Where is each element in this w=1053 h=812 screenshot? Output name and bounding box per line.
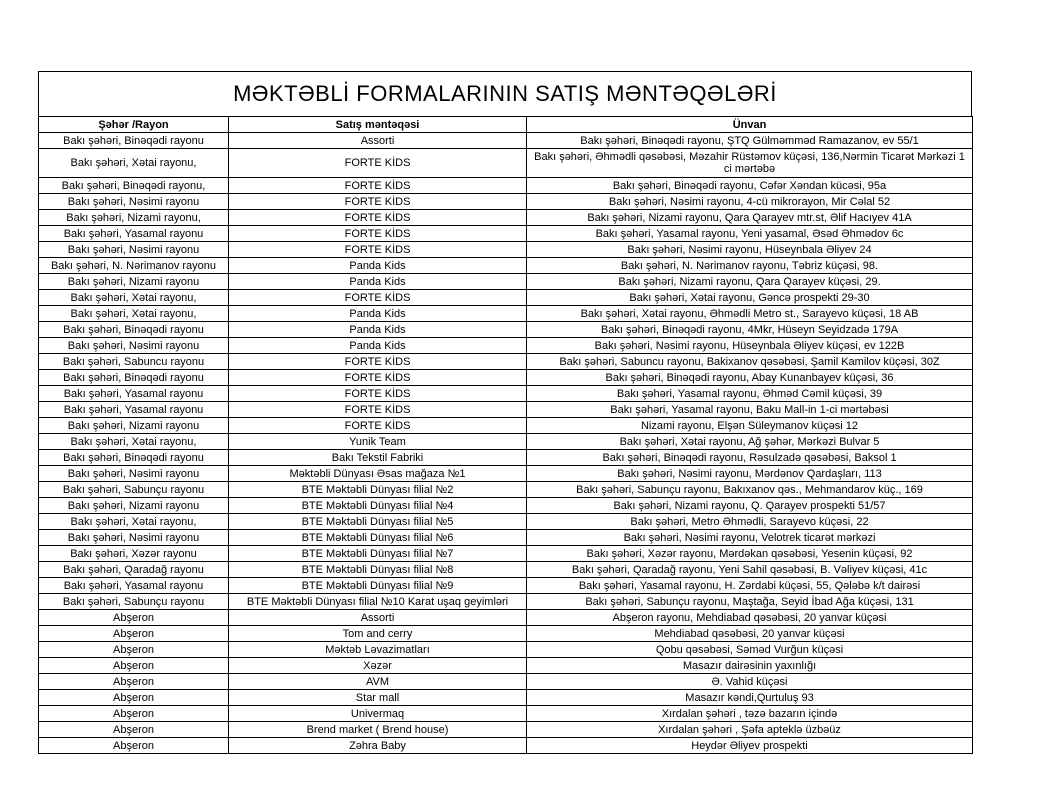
cell-city: Bakı şəhəri, Yasamal rayonu bbox=[39, 226, 229, 242]
cell-address: Masazır dairəsinin yaxınlığı bbox=[527, 658, 973, 674]
stores-table bbox=[38, 116, 973, 754]
table-row bbox=[39, 466, 973, 482]
cell-address: Bakı şəhəri, Binəqədi rayonu, ŞTQ Gülməmməd Ramazanov, ev 55/1 bbox=[527, 133, 973, 149]
cell-city: Bakı şəhəri, Xəzər rayonu bbox=[39, 546, 229, 562]
column-header-address: Ünvan bbox=[527, 117, 973, 133]
table-row bbox=[39, 242, 973, 258]
cell-address: Ə. Vahid küçəsi bbox=[527, 674, 973, 690]
cell-city: Bakı şəhəri, Yasamal rayonu bbox=[39, 402, 229, 418]
cell-city: Bakı şəhəri, Sabunçu rayonu bbox=[39, 594, 229, 610]
cell-city: Bakı şəhəri, Nəsimi rayonu bbox=[39, 530, 229, 546]
cell-city: Abşeron bbox=[39, 674, 229, 690]
cell-city: Bakı şəhəri, Xətai rayonu, bbox=[39, 149, 229, 178]
cell-address: Bakı şəhəri, Nəsimi rayonu, 4-cü mikrorayon, Mir Cəlal 52 bbox=[527, 194, 973, 210]
table-row bbox=[39, 354, 973, 370]
table-row bbox=[39, 482, 973, 498]
table-row bbox=[39, 530, 973, 546]
cell-address: Bakı şəhəri, Xətai rayonu, Gəncə prospekti 29-30 bbox=[527, 290, 973, 306]
cell-address: Mehdiabad qəsəbəsi, 20 yanvar küçəsi bbox=[527, 626, 973, 642]
cell-store: BTE Məktəbli Dünyası filial №4 bbox=[229, 498, 527, 514]
cell-city: Bakı şəhəri, Xətai rayonu, bbox=[39, 434, 229, 450]
cell-address: Bakı şəhəri, Xətai rayonu, Ağ şəhər, Mərkəzi Bulvar 5 bbox=[527, 434, 973, 450]
cell-address: Bakı şəhəri, Yasamal rayonu, Əhməd Cəmil küçəsi, 39 bbox=[527, 386, 973, 402]
cell-address: Bakı şəhəri, Nizami rayonu, Qara Qarayev mtr.st, Əlif Hacıyev 41A bbox=[527, 210, 973, 226]
table-row bbox=[39, 706, 973, 722]
cell-store: Xəzər bbox=[229, 658, 527, 674]
table-row bbox=[39, 498, 973, 514]
table-row bbox=[39, 194, 973, 210]
cell-store: Univermaq bbox=[229, 706, 527, 722]
cell-city: Bakı şəhəri, Binəqədi rayonu, bbox=[39, 178, 229, 194]
header-row bbox=[39, 117, 973, 133]
cell-address: Bakı şəhəri, Qaradağ rayonu, Yeni Sahil qəsəbəsi, B. Vəliyev küçəsi, 41c bbox=[527, 562, 973, 578]
table-row bbox=[39, 210, 973, 226]
cell-store: Panda Kids bbox=[229, 274, 527, 290]
cell-store: Məktəb Ləvazimatları bbox=[229, 642, 527, 658]
cell-city: Abşeron bbox=[39, 642, 229, 658]
table-row bbox=[39, 418, 973, 434]
cell-store: FORTE KİDS bbox=[229, 386, 527, 402]
table-row bbox=[39, 610, 973, 626]
table-row bbox=[39, 594, 973, 610]
cell-address: Bakı şəhəri, Nizami rayonu, Q. Qarayev prospekti 51/57 bbox=[527, 498, 973, 514]
cell-store: FORTE KİDS bbox=[229, 242, 527, 258]
table-row bbox=[39, 562, 973, 578]
cell-city: Abşeron bbox=[39, 626, 229, 642]
cell-store: Panda Kids bbox=[229, 338, 527, 354]
cell-city: Bakı şəhəri, Nəsimi rayonu bbox=[39, 194, 229, 210]
column-header-store: Satış məntəqəsi bbox=[229, 117, 527, 133]
cell-city: Bakı şəhəri, Nizami rayonu, bbox=[39, 210, 229, 226]
cell-store: Tom and cerry bbox=[229, 626, 527, 642]
cell-city: Bakı şəhəri, Yasamal rayonu bbox=[39, 386, 229, 402]
cell-address: Xırdalan şəhəri , Şəfa apteklə üzbəüz bbox=[527, 722, 973, 738]
cell-address: Bakı şəhəri, Nəsimi rayonu, Velotrek ticarət mərkəzi bbox=[527, 530, 973, 546]
cell-address: Qobu qəsəbəsi, Səməd Vurğun küçəsi bbox=[527, 642, 973, 658]
table-row bbox=[39, 338, 973, 354]
cell-address: Bakı şəhəri, Xətai rayonu, Əhmədli Metro st., Sarayevo küçəsi, 18 AB bbox=[527, 306, 973, 322]
document-title: MƏKTƏBLİ FORMALARININ SATIŞ MƏNTƏQƏLƏRİ bbox=[38, 71, 972, 116]
cell-address: Bakı şəhəri, Nəsimi rayonu, Mərdənov Qardaşları, 113 bbox=[527, 466, 973, 482]
cell-store: BTE Məktəbli Dünyası filial №7 bbox=[229, 546, 527, 562]
cell-city: Abşeron bbox=[39, 738, 229, 754]
cell-store: FORTE KİDS bbox=[229, 418, 527, 434]
cell-city: Bakı şəhəri, Xətai rayonu, bbox=[39, 290, 229, 306]
table-row bbox=[39, 306, 973, 322]
cell-city: Bakı şəhəri, Nizami rayonu bbox=[39, 498, 229, 514]
table-row bbox=[39, 722, 973, 738]
cell-city: Bakı şəhəri, Nəsimi rayonu bbox=[39, 338, 229, 354]
cell-store: BTE Məktəbli Dünyası filial №5 bbox=[229, 514, 527, 530]
cell-city: Abşeron bbox=[39, 658, 229, 674]
table-row bbox=[39, 642, 973, 658]
cell-address: Nizami rayonu, Elşən Süleymanov küçəsi 12 bbox=[527, 418, 973, 434]
cell-city: Bakı şəhəri, Binəqədi rayonu bbox=[39, 370, 229, 386]
cell-store: BTE Məktəbli Dünyası filial №9 bbox=[229, 578, 527, 594]
cell-store: BTE Məktəbli Dünyası filial №2 bbox=[229, 482, 527, 498]
cell-address: Bakı şəhəri, Metro Əhmədli, Sarayevo küçəsi, 22 bbox=[527, 514, 973, 530]
table-row bbox=[39, 658, 973, 674]
cell-store: Assorti bbox=[229, 610, 527, 626]
cell-city: Bakı şəhəri, Sabuncu rayonu bbox=[39, 354, 229, 370]
cell-store: Zəhra Baby bbox=[229, 738, 527, 754]
cell-city: Bakı şəhəri, Binəqədi rayonu bbox=[39, 322, 229, 338]
cell-store: FORTE KİDS bbox=[229, 370, 527, 386]
table-row bbox=[39, 149, 973, 178]
cell-address: Bakı şəhəri, Sabunçu rayonu, Bakıxanov qəs., Mehmandarov küç., 169 bbox=[527, 482, 973, 498]
cell-city: Bakı şəhəri, Nizami rayonu bbox=[39, 274, 229, 290]
cell-store: Star mall bbox=[229, 690, 527, 706]
table-row bbox=[39, 322, 973, 338]
table-row bbox=[39, 738, 973, 754]
column-header-city: Şəhər /Rayon bbox=[39, 117, 229, 133]
cell-address: Bakı şəhəri, N. Nərimanov rayonu, Təbriz küçəsi, 98. bbox=[527, 258, 973, 274]
cell-city: Abşeron bbox=[39, 706, 229, 722]
cell-city: Bakı şəhəri, Xətai rayonu, bbox=[39, 306, 229, 322]
cell-address: Heydər Əliyev prospekti bbox=[527, 738, 973, 754]
cell-store: FORTE KİDS bbox=[229, 194, 527, 210]
cell-address: Bakı şəhəri, Xəzər rayonu, Mərdəkan qəsəbəsi, Yesenin küçəsi, 92 bbox=[527, 546, 973, 562]
cell-city: Bakı şəhəri, Qaradağ rayonu bbox=[39, 562, 229, 578]
table-row bbox=[39, 226, 973, 242]
cell-city: Bakı şəhəri, Nəsimi rayonu bbox=[39, 466, 229, 482]
cell-store: FORTE KİDS bbox=[229, 178, 527, 194]
cell-address: Bakı şəhəri, Binəqədi rayonu, 4Mkr, Hüseyn Seyidzadə 179A bbox=[527, 322, 973, 338]
cell-address: Xırdalan şəhəri , təzə bazarın içində bbox=[527, 706, 973, 722]
cell-address: Bakı şəhəri, Nəsimi rayonu, Hüseynbala Əliyev 24 bbox=[527, 242, 973, 258]
table-row bbox=[39, 370, 973, 386]
cell-address: Bakı şəhəri, Binəqədi rayonu, Cəfər Xəndan kücəsi, 95a bbox=[527, 178, 973, 194]
cell-city: Abşeron bbox=[39, 610, 229, 626]
cell-address: Bakı şəhəri, Nizami rayonu, Qara Qarayev küçəsi, 29. bbox=[527, 274, 973, 290]
cell-address: Bakı şəhəri, Əhmədli qəsəbəsi, Məzahir Rüstəmov küçəsi, 136,Nərmin Ticarət Mərkəzi 1 ci mərtəbə bbox=[527, 149, 973, 178]
table-row bbox=[39, 578, 973, 594]
cell-address: Masazır kəndi,Qurtuluş 93 bbox=[527, 690, 973, 706]
cell-address: Bakı şəhəri, Sabunçu rayonu, Maştağa, Seyid İbad Ağa küçəsi, 131 bbox=[527, 594, 973, 610]
cell-store: Məktəbli Dünyası Əsas mağaza №1 bbox=[229, 466, 527, 482]
cell-store: Panda Kids bbox=[229, 322, 527, 338]
cell-store: FORTE KİDS bbox=[229, 402, 527, 418]
cell-address: Bakı şəhəri, Sabuncu rayonu, Bakixanov qəsəbəsi, Şamil Kamilov küçəsi, 30Z bbox=[527, 354, 973, 370]
table-row bbox=[39, 290, 973, 306]
cell-city: Bakı şəhəri, Yasamal rayonu bbox=[39, 578, 229, 594]
table-body bbox=[39, 133, 973, 754]
cell-store: Panda Kids bbox=[229, 306, 527, 322]
table-row bbox=[39, 178, 973, 194]
table-row bbox=[39, 402, 973, 418]
table-row bbox=[39, 434, 973, 450]
cell-store: Yunik Team bbox=[229, 434, 527, 450]
cell-city: Bakı şəhəri, N. Nərimanov rayonu bbox=[39, 258, 229, 274]
cell-store: FORTE KİDS bbox=[229, 226, 527, 242]
table-row bbox=[39, 674, 973, 690]
table-row bbox=[39, 690, 973, 706]
cell-address: Bakı şəhəri, Yasamal rayonu, Baku Mall-in 1-ci mərtəbəsi bbox=[527, 402, 973, 418]
table-row bbox=[39, 258, 973, 274]
cell-city: Bakı şəhəri, Nəsimi rayonu bbox=[39, 242, 229, 258]
cell-address: Bakı şəhəri, Yasamal rayonu, H. Zərdabi küçəsi, 55, Qələbə k/t dairəsi bbox=[527, 578, 973, 594]
cell-store: BTE Məktəbli Dünyası filial №6 bbox=[229, 530, 527, 546]
cell-city: Bakı şəhəri, Xətai rayonu, bbox=[39, 514, 229, 530]
cell-city: Abşeron bbox=[39, 690, 229, 706]
table-row bbox=[39, 450, 973, 466]
cell-store: BTE Məktəbli Dünyası filial №8 bbox=[229, 562, 527, 578]
cell-address: Bakı şəhəri, Binəqədi rayonu, Rəsulzadə qəsəbəsi, Baksol 1 bbox=[527, 450, 973, 466]
document-sheet bbox=[38, 71, 972, 754]
table-row bbox=[39, 274, 973, 290]
cell-store: BTE Məktəbli Dünyası filial №10 Karat uşaq geyimləri bbox=[229, 594, 527, 610]
cell-store: Bakı Tekstil Fabriki bbox=[229, 450, 527, 466]
table-row bbox=[39, 386, 973, 402]
cell-address: Bakı şəhəri, Binəqədi rayonu, Abay Kunanbayev küçəsi, 36 bbox=[527, 370, 973, 386]
cell-city: Bakı şəhəri, Sabunçu rayonu bbox=[39, 482, 229, 498]
cell-store: Panda Kids bbox=[229, 258, 527, 274]
cell-address: Bakı şəhəri, Nəsimi rayonu, Hüseynbala Əliyev küçəsi, ev 122B bbox=[527, 338, 973, 354]
cell-city: Bakı şəhəri, Binəqədi rayonu bbox=[39, 133, 229, 149]
table-row bbox=[39, 133, 973, 149]
cell-city: Abşeron bbox=[39, 722, 229, 738]
cell-store: FORTE KİDS bbox=[229, 290, 527, 306]
cell-city: Bakı şəhəri, Nizami rayonu bbox=[39, 418, 229, 434]
table-row bbox=[39, 626, 973, 642]
cell-city: Bakı şəhəri, Binəqədi rayonu bbox=[39, 450, 229, 466]
cell-store: Brend market ( Brend house) bbox=[229, 722, 527, 738]
cell-address: Bakı şəhəri, Yasamal rayonu, Yeni yasamal, Əsəd Əhmədov 6c bbox=[527, 226, 973, 242]
table-row bbox=[39, 514, 973, 530]
cell-store: Assorti bbox=[229, 133, 527, 149]
cell-address: Abşeron rayonu, Mehdiabad qəsəbəsi, 20 yanvar küçəsi bbox=[527, 610, 973, 626]
cell-store: AVM bbox=[229, 674, 527, 690]
table-row bbox=[39, 546, 973, 562]
cell-store: FORTE KİDS bbox=[229, 149, 527, 178]
cell-store: FORTE KİDS bbox=[229, 354, 527, 370]
cell-store: FORTE KİDS bbox=[229, 210, 527, 226]
